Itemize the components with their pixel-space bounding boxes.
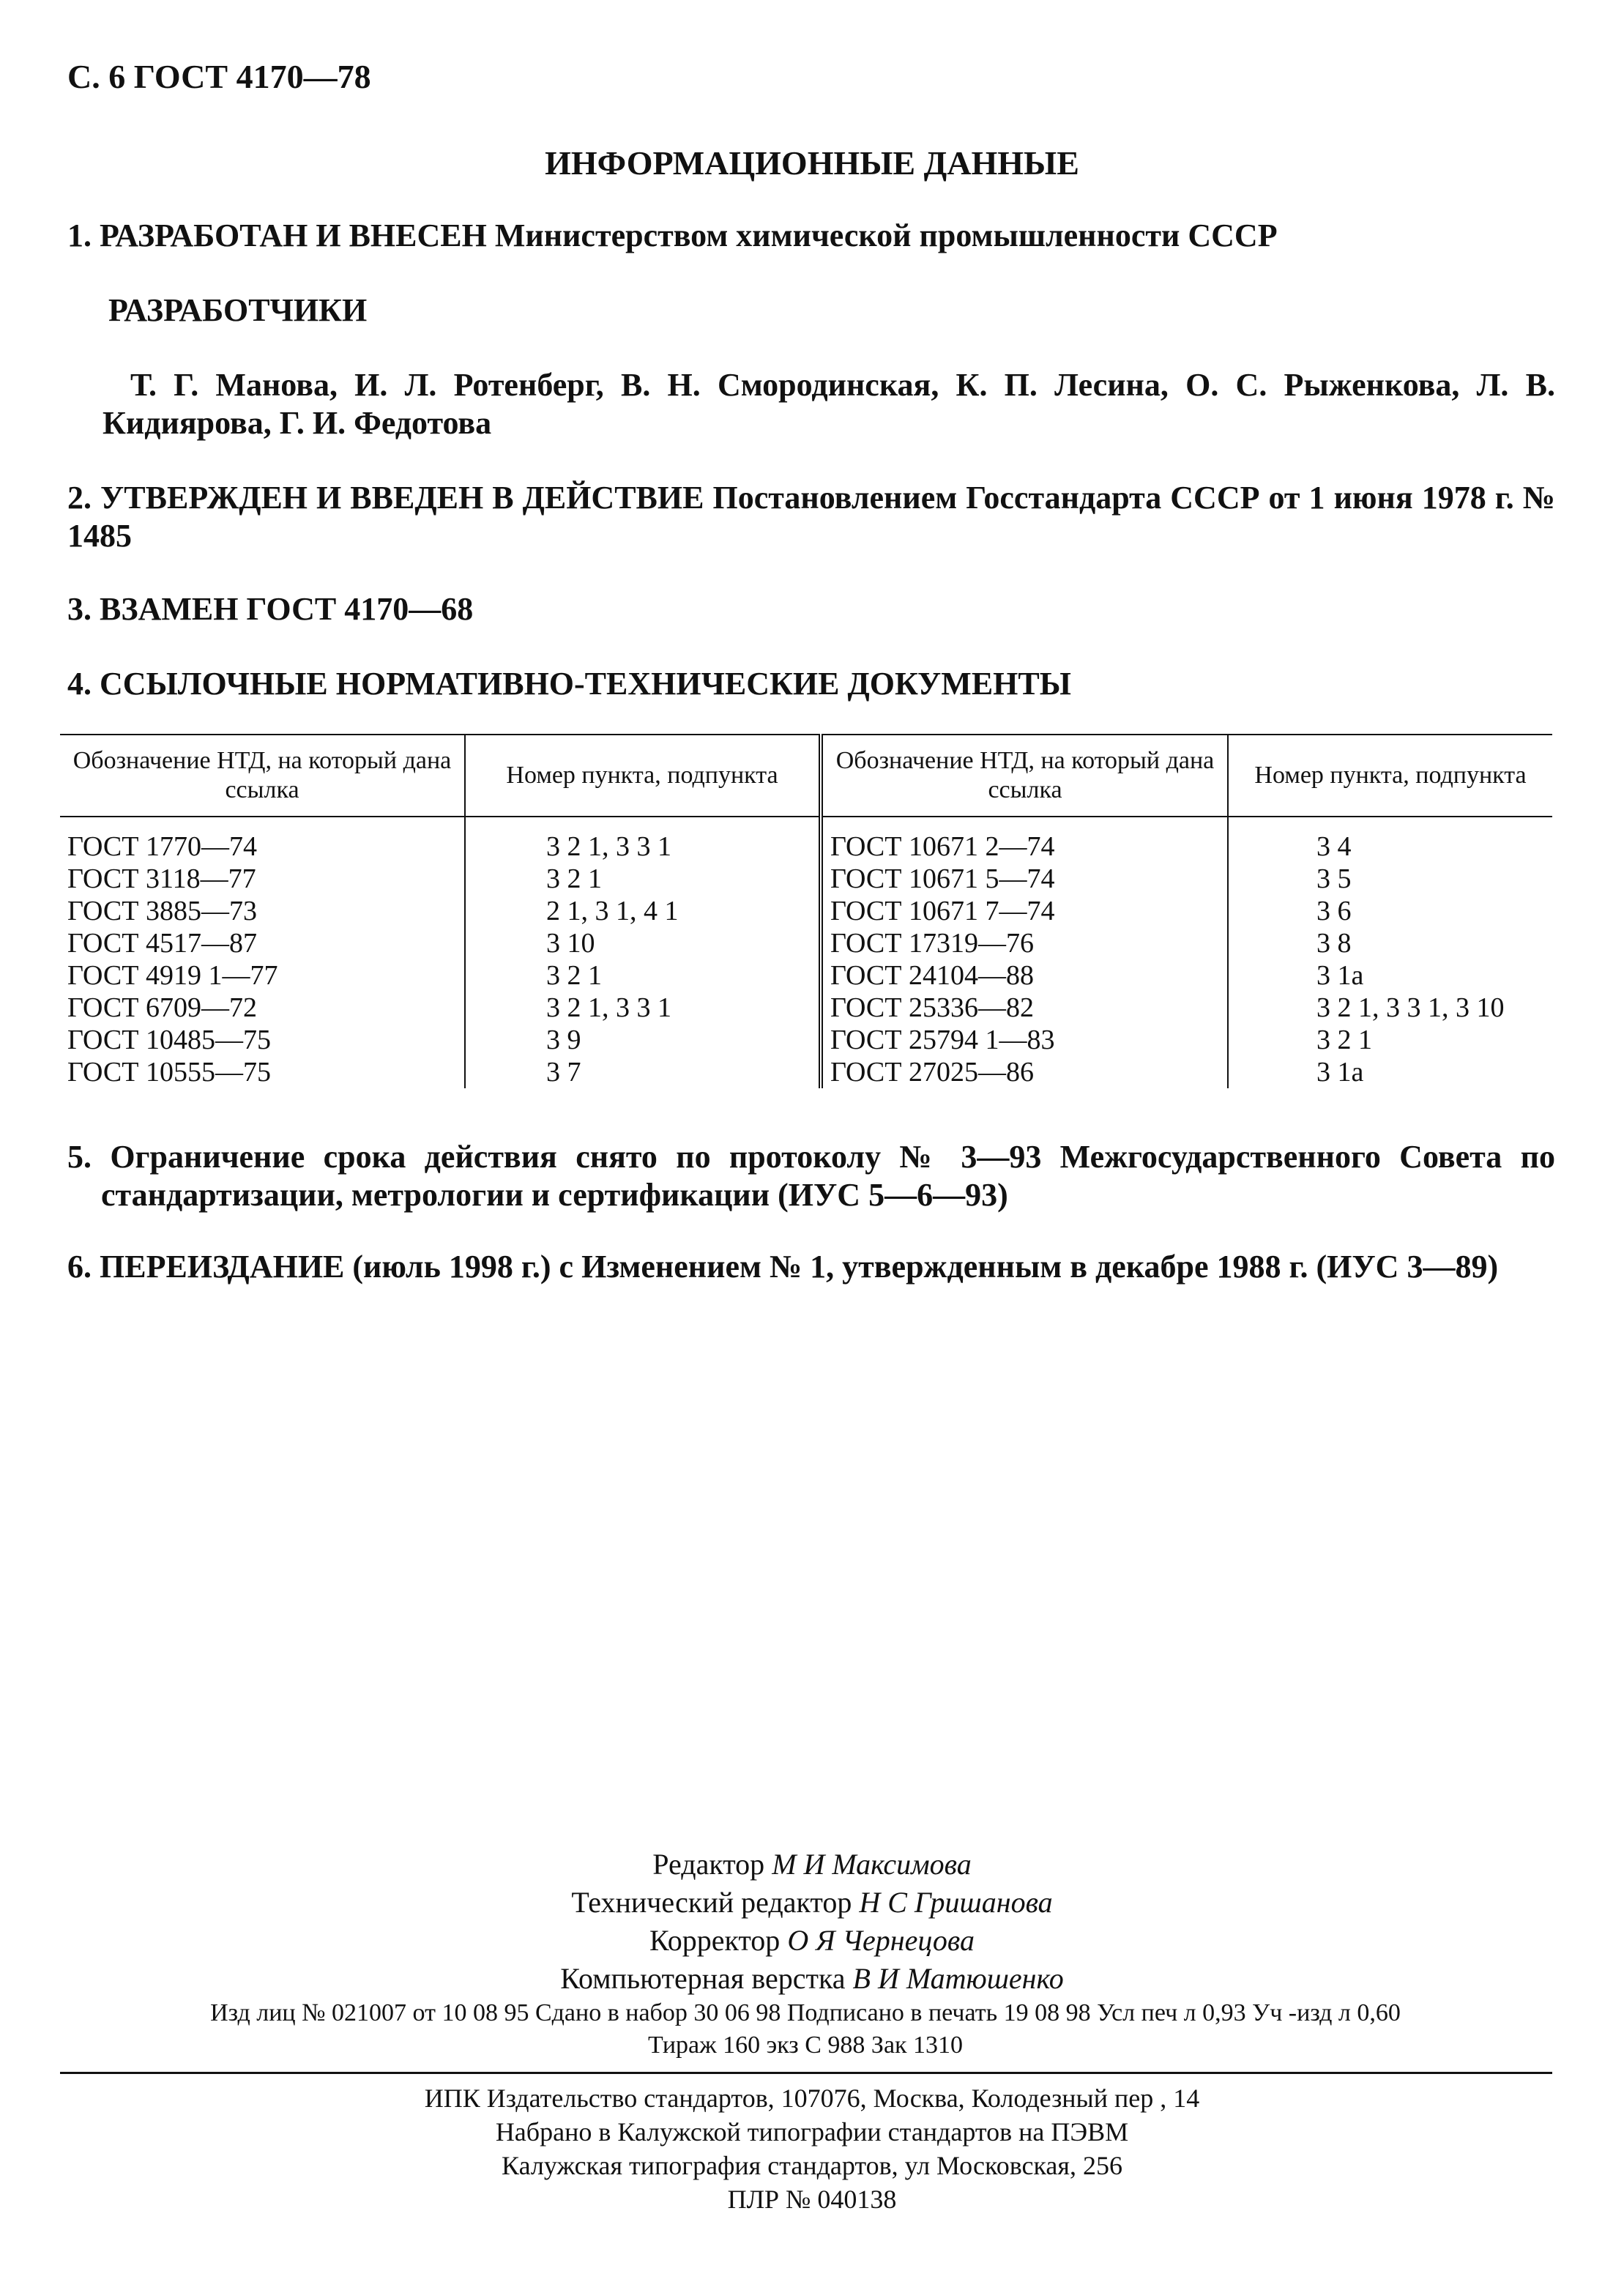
credit-role: Компьютерная верстка (560, 1962, 846, 1995)
table-header-ntd: Обозначение НТД, на который дана ссылка (60, 735, 465, 817)
item-1-label: 1. РАЗРАБОТАН И ВНЕСЕН (67, 218, 487, 253)
page-header: С. 6 ГОСТ 4170—78 (67, 58, 371, 95)
table-cell-ntd: ГОСТ 27025—86 (821, 1056, 1228, 1088)
item-3: 3. ВЗАМЕН ГОСТ 4170—68 (67, 591, 474, 627)
credit-name: О Я Чернецова (787, 1924, 975, 1957)
table-row (60, 1056, 1552, 1088)
table-header-clause: Номер пункта, подпункта (1228, 735, 1552, 817)
printer-line: ИПК Издательство стандартов, 107076, Москва, Колодезный пер , 14 (424, 2084, 1200, 2113)
publication-line: Тираж 160 экз С 988 Зак 1310 (647, 2032, 964, 2059)
table-cell-ntd: ГОСТ 25336—82 (821, 992, 1228, 1024)
item-4: 4. ССЫЛОЧНЫЕ НОРМАТИВНО-ТЕХНИЧЕСКИЕ ДОКУМЕНТЫ (67, 666, 1071, 702)
table-cell-ntd: ГОСТ 10671 5—74 (821, 863, 1228, 895)
table-cell-clause: 3 5 (1228, 863, 1552, 895)
credit-name: М И Максимова (772, 1848, 972, 1881)
credit-name: В И Матюшенко (852, 1962, 1064, 1995)
table-cell-ntd: ГОСТ 6709—72 (67, 992, 257, 1023)
table-cell-clause: 3 7 (465, 1056, 821, 1088)
item-6: 6. ПЕРЕИЗДАНИЕ (июль 1998 г.) с Изменением № 1, утвержденным в декабре 1988 г. (ИУС 3—89) (67, 1249, 1499, 1285)
table-row (60, 959, 1552, 992)
item-2-text: Постановлением Госстандарта СССР от 1 июня 1978 г. № 1485 (67, 480, 1555, 554)
table-header-ntd: Обозначение НТД, на который дана ссылка (821, 735, 1228, 817)
table-cell-ntd: ГОСТ 24104—88 (821, 959, 1228, 992)
table-cell-clause: 3 2 1, 3 3 1 (465, 992, 821, 1024)
table-cell-ntd: ГОСТ 17319—76 (821, 927, 1228, 959)
table-cell-ntd: ГОСТ 25794 1—83 (821, 1024, 1228, 1056)
credit-editor (0, 1846, 1624, 1884)
credit-role: Редактор (652, 1848, 765, 1881)
table-row (60, 992, 1552, 1024)
table-cell-clause: 3 2 1 (465, 959, 821, 992)
printer-info (0, 2081, 1624, 2216)
table-cell-clause: 3 2 1, 3 3 1 (465, 817, 821, 863)
item-2 (67, 479, 1555, 555)
table-cell-ntd: ГОСТ 3885—73 (67, 896, 257, 926)
table-cell-clause: 3 2 1 (1228, 1024, 1552, 1056)
table-cell-clause: 3 2 1, 3 3 1, 3 10 (1228, 992, 1552, 1024)
item-1-text: Министерством химической промышленности СССР (486, 218, 1278, 253)
publication-info (110, 1997, 1501, 2062)
table-cell-clause: 3 8 (1228, 927, 1552, 959)
credits (0, 1846, 1624, 1998)
printer-line: ПЛР № 040138 (727, 2185, 897, 2214)
table-cell-clause: 2 1, 3 1, 4 1 (465, 895, 821, 927)
table-row (60, 863, 1552, 895)
table-cell-clause: 3 9 (465, 1024, 821, 1056)
references-table (60, 734, 1552, 1088)
credit-role: Технический редактор (571, 1886, 852, 1919)
table-cell-ntd: ГОСТ 1770—74 (67, 831, 257, 862)
table-row (60, 1024, 1552, 1056)
table-cell-ntd: ГОСТ 10555—75 (67, 1057, 271, 1088)
table-cell-clause: 3 10 (465, 927, 821, 959)
developers-heading: РАЗРАБОТЧИКИ (108, 292, 368, 328)
table-cell-clause: 3 1а (1228, 1056, 1552, 1088)
credit-role: Корректор (649, 1924, 781, 1957)
credit-name: Н С Гришанова (859, 1886, 1053, 1919)
table-cell-clause: 3 6 (1228, 895, 1552, 927)
table-cell-clause: 3 2 1 (465, 863, 821, 895)
divider (60, 2072, 1552, 2074)
item-2-label: 2. УТВЕРЖДЕН И ВВЕДЕН В ДЕЙСТВИЕ (67, 480, 704, 516)
table-row (60, 817, 1552, 863)
table-cell-ntd: ГОСТ 4517—87 (67, 928, 257, 959)
table-row (60, 895, 1552, 927)
item-1 (67, 217, 1555, 255)
printer-line: Калужская типография стандартов, ул Московская, 256 (502, 2151, 1122, 2180)
table-cell-ntd: ГОСТ 10485—75 (67, 1025, 271, 1055)
table-header-clause: Номер пункта, подпункта (465, 735, 821, 817)
table-cell-clause: 3 4 (1228, 817, 1552, 863)
credit-proofreader (0, 1922, 1624, 1960)
table-row (60, 927, 1552, 959)
table-cell-ntd: ГОСТ 3118—77 (67, 863, 256, 894)
credit-tech-editor (0, 1884, 1624, 1922)
item-5: 5. Ограничение срока действия снято по протоколу № 3—93 Межгосударственного Совета по стандартизации, метрологии и сертификации (ИУС 5—6—93) (67, 1139, 1555, 1213)
credit-layout (0, 1960, 1624, 1998)
publication-line: Изд лиц № 021007 от 10 08 95 Сдано в набор 30 06 98 Подписано в печать 19 08 98 Усл печ л 0,93 Уч -изд л 0,60 (210, 1999, 1401, 2026)
table-cell-ntd: ГОСТ 4919 1—77 (67, 960, 278, 991)
table-cell-ntd: ГОСТ 10671 2—74 (821, 817, 1228, 863)
table-cell-clause: 3 1а (1228, 959, 1552, 992)
page-title: ИНФОРМАЦИОННЫЕ ДАННЫЕ (545, 144, 1079, 182)
printer-line: Набрано в Калужской типографии стандартов на ПЭВМ (495, 2117, 1129, 2147)
table-cell-ntd: ГОСТ 10671 7—74 (821, 895, 1228, 927)
developers-list: Т. Г. Манова, И. Л. Ротенберг, В. Н. Смородинская, К. П. Лесина, О. С. Рыженкова, Л. В. Кидиярова, Г. И. Федотова (103, 367, 1555, 441)
